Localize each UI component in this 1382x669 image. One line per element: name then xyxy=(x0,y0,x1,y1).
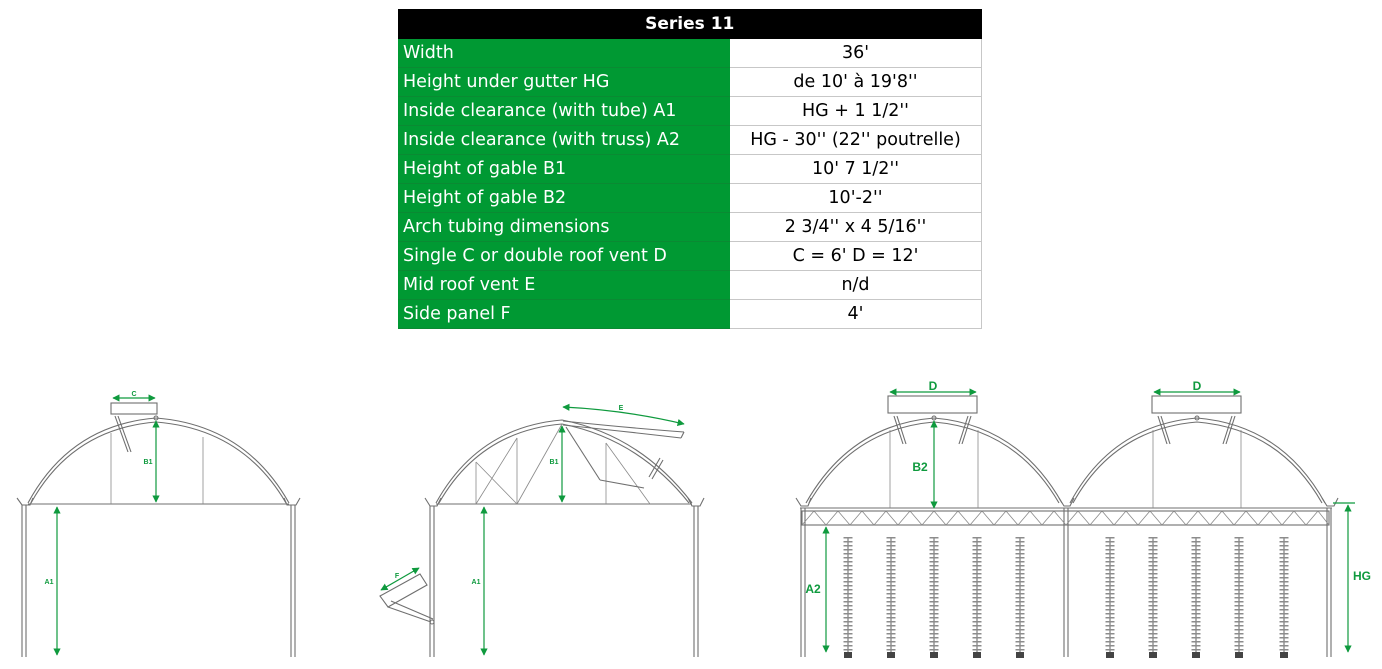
roof-vent-left xyxy=(888,396,977,444)
row-value: 4' xyxy=(730,300,982,329)
row-label: Mid roof vent E xyxy=(398,271,730,300)
row-value: 10'-2'' xyxy=(730,184,982,213)
row-label: Height of gable B1 xyxy=(398,155,730,184)
dimension-b2 xyxy=(912,421,934,508)
dimension-label: A1 xyxy=(471,579,481,586)
dimension-label: F xyxy=(394,573,400,580)
dimension-d-left xyxy=(890,379,976,393)
row-label: Height of gable B2 xyxy=(398,184,730,213)
dimension-label: B1 xyxy=(549,459,559,466)
greenhouse-frame xyxy=(17,418,300,657)
dimension-label: B1 xyxy=(143,459,153,466)
row-value: n/d xyxy=(730,271,982,300)
plant xyxy=(973,537,981,658)
plant xyxy=(1149,537,1157,658)
side-panel xyxy=(380,574,434,624)
diagram-mid-vent xyxy=(380,405,704,657)
dimension-label: A2 xyxy=(805,582,821,596)
plant xyxy=(1016,537,1024,658)
dimension-label: D xyxy=(928,379,938,393)
row-label: Width xyxy=(398,39,730,68)
table-title: Series 11 xyxy=(398,9,982,39)
dimension-f xyxy=(381,568,419,590)
plant xyxy=(1192,537,1200,658)
dimension-c xyxy=(113,391,155,398)
dimension-label: A1 xyxy=(44,579,54,586)
row-value: C = 6' D = 12' xyxy=(730,242,982,271)
row-label: Inside clearance (with truss) A2 xyxy=(398,126,730,155)
dimension-label: HG xyxy=(1353,569,1371,583)
roof-vent xyxy=(111,403,158,452)
dimension-a1 xyxy=(472,507,484,655)
dimension-a1 xyxy=(45,507,57,655)
greenhouse-frame xyxy=(796,418,1338,657)
roof-vent-right xyxy=(1152,396,1241,444)
plant xyxy=(1235,537,1243,658)
plants xyxy=(844,537,1288,658)
dimension-label: E xyxy=(618,405,624,412)
diagram-single-vent xyxy=(17,391,300,657)
row-label: Side panel F xyxy=(398,300,730,329)
dimension-label: B2 xyxy=(912,460,928,474)
greenhouse-frame xyxy=(425,420,704,657)
row-value: 36' xyxy=(730,39,982,68)
row-value: de 10' à 19'8'' xyxy=(730,68,982,97)
dimension-a2 xyxy=(805,527,826,652)
truss xyxy=(802,511,1329,525)
row-value: HG - 30'' (22'' poutrelle) xyxy=(730,126,982,155)
row-label: Single C or double roof vent D xyxy=(398,242,730,271)
row-value: 2 3/4'' x 4 5/16'' xyxy=(730,213,982,242)
plant xyxy=(844,537,852,658)
plant xyxy=(1106,537,1114,658)
plant xyxy=(1280,537,1288,658)
row-label: Arch tubing dimensions xyxy=(398,213,730,242)
dimension-hg xyxy=(1333,503,1371,652)
row-label: Inside clearance (with tube) A1 xyxy=(398,97,730,126)
row-value: HG + 1 1/2'' xyxy=(730,97,982,126)
plant xyxy=(930,537,938,658)
plant xyxy=(887,537,895,658)
dimension-label: C xyxy=(131,391,137,398)
dimension-d-right xyxy=(1154,379,1240,393)
row-label: Height under gutter HG xyxy=(398,68,730,97)
diagram-double-vent xyxy=(796,379,1371,658)
dimension-b1 xyxy=(550,426,562,502)
dimension-b1 xyxy=(144,421,156,502)
dimension-label: D xyxy=(1192,379,1202,393)
row-value: 10' 7 1/2'' xyxy=(730,155,982,184)
dimension-e xyxy=(563,405,684,424)
